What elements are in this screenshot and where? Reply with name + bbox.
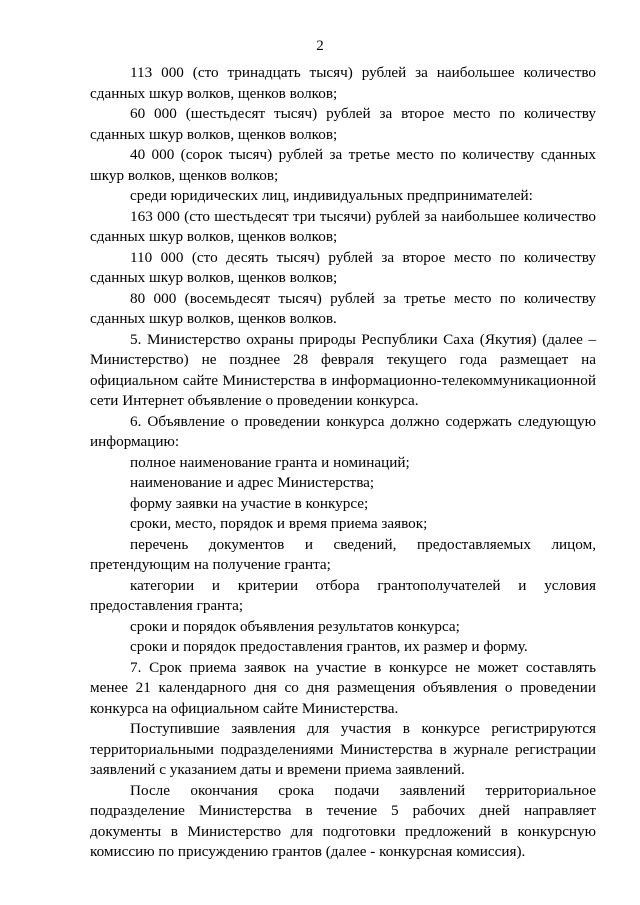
paragraph-after-deadline: После окончания срока подачи заявлений территориальное подразделение Министерства в течение 5 рабочих дней направляет документы в Министерство для подготовки предложений в конкурсную комиссию по присуждению грантов (далее - конкурсная комиссия). bbox=[90, 781, 596, 860]
paragraph-prize-163000: 163 000 (сто шестьдесят три тысячи) рублей за наибольшее количество сданных шкур волков, щенков волков; bbox=[90, 207, 596, 245]
list-item-ministry-address: наименование и адрес Министерства; bbox=[130, 474, 375, 491]
paragraph-prize-40000: 40 000 (сорок тысяч) рублей за третье место по количеству сданных шкур волков, щенков волков; bbox=[90, 146, 596, 184]
list-item-application-terms: сроки, место, порядок и время приема заявок; bbox=[130, 515, 428, 532]
list-item-results-terms: сроки и порядок объявления результатов конкурса; bbox=[130, 617, 460, 635]
list-item-application-form: форму заявки на участие в конкурсе; bbox=[130, 494, 369, 512]
paragraph-clause-5: 5. Министерство охраны природы Республики Саха (Якутия) (далее – Министерство) не позднее 28 февраля текущего года размещает на официальном сайте Министерства в информационно-телекоммуникационной сети Интернет объявление о проведении конкурса. bbox=[90, 330, 596, 409]
list-item-criteria: категории и критерии отбора грантополучателей и условия предоставления гранта; bbox=[90, 576, 596, 614]
paragraph-prize-60000: 60 000 (шестьдесят тысяч) рублей за второе место по количеству сданных шкур волков, щенков волков; bbox=[90, 105, 596, 143]
paragraph-prize-80000: 80 000 (восемьдесят тысяч) рублей за третье место по количеству сданных шкур волков, щенков волков. bbox=[90, 289, 596, 327]
list-item-grant-terms: сроки и порядок предоставления грантов, их размер и форму. bbox=[130, 638, 528, 655]
page-number: 2 bbox=[316, 38, 324, 54]
document-body bbox=[90, 63, 596, 863]
list-item-grant-name: полное наименование гранта и номинаций; bbox=[130, 453, 410, 471]
list-item-documents: перечень документов и сведений, предоставляемых лицом, претендующим на получение гранта; bbox=[90, 535, 596, 573]
paragraph-prize-110000: 110 000 (сто десять тысяч) рублей за второе место по количеству сданных шкур волков, щенков волков; bbox=[90, 248, 596, 286]
paragraph-clause-6: 6. Объявление о проведении конкурса должно содержать следующую информацию: bbox=[90, 412, 596, 450]
paragraph-clause-7: 7. Срок приема заявок на участие в конкурсе не может составлять менее 21 календарного дня со дня размещения объявления о проведении конкурса на официальном сайте Министерства. bbox=[90, 658, 596, 717]
paragraph-prize-113000: 113 000 (сто тринадцать тысяч) рублей за наибольшее количество сданных шкур волков, щенков волков; bbox=[90, 64, 596, 102]
paragraph-registration: Поступившие заявления для участия в конкурсе регистрируются территориальными подразделениями Министерства в журнале регистрации заявлений с указанием даты и времени приема заявлений. bbox=[90, 720, 596, 778]
paragraph-legal-entities: среди юридических лиц, индивидуальных предпринимателей: bbox=[130, 187, 533, 204]
